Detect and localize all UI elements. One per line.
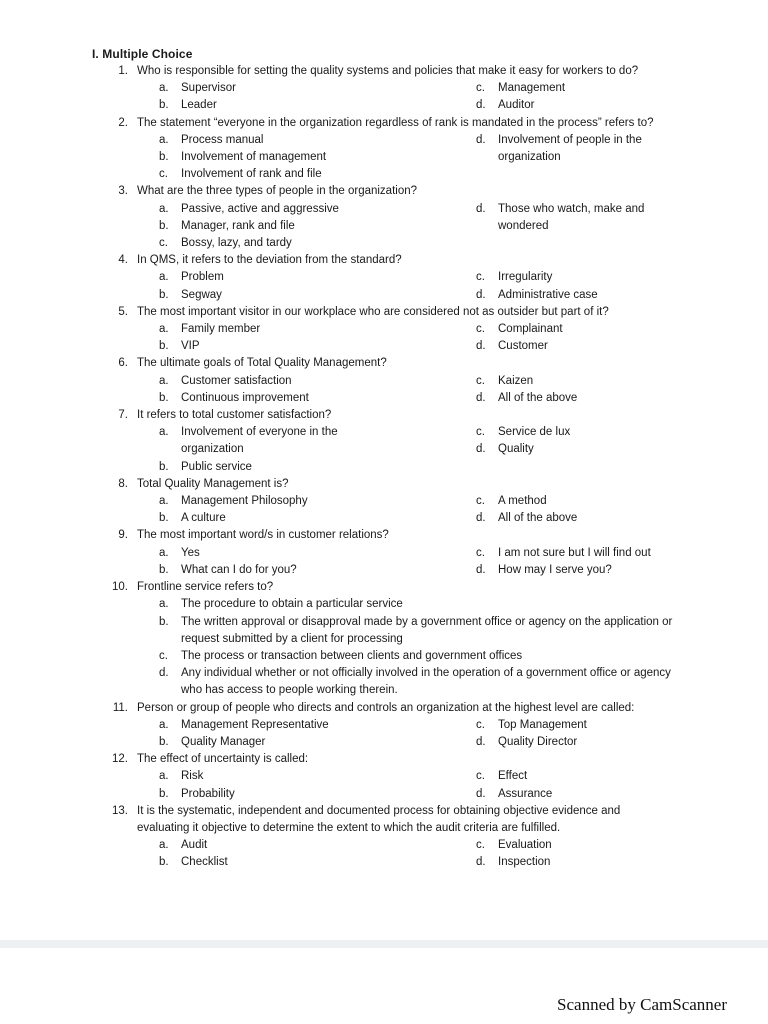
answer-option	[476, 80, 688, 97]
option-text: Involvement of people in the organization	[498, 133, 642, 164]
question-line	[0, 751, 768, 768]
option-text: Quality Director	[498, 735, 578, 748]
question-line	[0, 700, 768, 717]
question-text: The statement “everyone in the organization regardless of rank is mandated in the process” refers to?	[137, 116, 654, 129]
question-line	[0, 527, 768, 544]
answer-option	[476, 717, 688, 734]
options-grid	[159, 768, 768, 802]
options-left-column	[159, 132, 476, 184]
option-letter: c.	[159, 649, 168, 662]
answer-option	[476, 734, 688, 751]
question-number: 5.	[118, 305, 128, 318]
option-text: VIP	[181, 340, 200, 353]
question-number: 3.	[118, 185, 128, 198]
question-text: Frontline service refers to?	[137, 581, 274, 594]
option-letter: d.	[476, 443, 486, 456]
option-text: Service de lux	[498, 426, 571, 439]
option-letter: d.	[476, 133, 486, 146]
answer-option	[159, 235, 381, 252]
options-grid	[159, 717, 768, 751]
options-left-column	[159, 269, 476, 303]
option-text: Checklist	[181, 856, 228, 869]
option-letter: b.	[159, 563, 169, 576]
option-letter: d.	[476, 202, 486, 215]
question-item	[0, 304, 768, 356]
option-text: All of the above	[498, 391, 578, 404]
question-text: The ultimate goals of Total Quality Management?	[137, 357, 387, 370]
option-letter: b.	[159, 615, 169, 628]
question-text: It refers to total customer satisfaction?	[137, 409, 332, 422]
answer-option	[476, 545, 688, 562]
option-letter: c.	[159, 168, 168, 181]
question-text: The most important word/s in customer relations?	[137, 529, 389, 542]
answer-option	[476, 201, 688, 235]
question-item	[0, 476, 768, 528]
answer-option	[476, 837, 688, 854]
options-right-column	[476, 201, 706, 253]
answer-option	[476, 786, 688, 803]
question-number: 11.	[112, 701, 128, 714]
question-item	[0, 407, 768, 476]
option-letter: a.	[159, 495, 169, 508]
question-item	[0, 183, 768, 252]
option-letter: d.	[476, 512, 486, 525]
option-text: Audit	[181, 839, 208, 852]
option-letter: b.	[159, 151, 169, 164]
option-text: A culture	[181, 512, 226, 525]
answer-option	[476, 321, 688, 338]
option-text: Involvement of rank and file	[181, 168, 322, 181]
option-letter: c.	[476, 718, 485, 731]
options-right-column	[476, 132, 706, 184]
option-text: Irregularity	[498, 271, 553, 284]
option-text: I am not sure but I will find out	[498, 546, 651, 559]
answer-option	[476, 97, 688, 114]
answer-option	[159, 201, 381, 218]
answer-option	[159, 373, 381, 390]
option-text: Any individual whether or not officially involved in the operation of a government office or agency who has access to people working therein.	[181, 667, 671, 697]
option-letter: d.	[476, 340, 486, 353]
options-left-column	[159, 493, 476, 527]
answer-option	[159, 493, 381, 510]
question-number: 9.	[118, 529, 128, 542]
question-line	[0, 579, 768, 596]
option-text: Quality	[498, 443, 534, 456]
question-item	[0, 115, 768, 184]
question-text: Who is responsible for setting the quality systems and policies that make it easy for workers to do?	[137, 65, 639, 77]
answer-option	[159, 424, 381, 458]
answer-option	[159, 545, 381, 562]
option-text: Top Management	[498, 718, 587, 731]
option-letter: a.	[159, 770, 169, 783]
option-text: Involvement of management	[181, 151, 327, 164]
question-number: 1.	[118, 65, 128, 77]
section-title: I. Multiple Choice	[92, 47, 193, 61]
option-text: The written approval or disapproval made by a government office or agency on the application or request submitted by a client for processing	[181, 615, 673, 645]
option-letter: c.	[476, 770, 485, 783]
options-right-column	[476, 545, 706, 579]
options-grid	[159, 493, 768, 527]
option-letter: a.	[159, 82, 169, 95]
question-item	[0, 803, 768, 872]
option-text: Segway	[181, 288, 222, 301]
options-left-column	[159, 424, 476, 476]
option-text: The procedure to obtain a particular service	[181, 598, 403, 611]
option-letter: b.	[159, 340, 169, 353]
answer-option	[159, 854, 381, 871]
option-text: Administrative case	[498, 288, 598, 301]
option-text: Problem	[181, 271, 224, 284]
option-text: Complainant	[498, 323, 563, 336]
question-item	[0, 579, 768, 699]
answer-option	[159, 596, 679, 613]
question-text: What are the three types of people in the organization?	[137, 185, 418, 198]
answer-option	[476, 854, 688, 871]
question-number: 13.	[112, 804, 128, 817]
option-letter: b.	[159, 288, 169, 301]
answer-option	[476, 338, 688, 355]
question-number: 10.	[112, 581, 128, 594]
question-line	[0, 355, 768, 372]
option-letter: a.	[159, 718, 169, 731]
question-item	[0, 252, 768, 304]
answer-option	[476, 562, 688, 579]
answer-option	[159, 648, 679, 665]
option-letter: a.	[159, 839, 169, 852]
option-letter: d.	[476, 288, 486, 301]
option-text: Management Representative	[181, 718, 329, 731]
options-right-column	[476, 768, 706, 802]
option-text: Inspection	[498, 856, 551, 869]
answer-option	[159, 717, 381, 734]
option-letter: d.	[476, 99, 486, 112]
answer-option	[159, 97, 381, 114]
option-text: Kaizen	[498, 374, 534, 387]
option-letter: d.	[476, 856, 486, 869]
question-text: In QMS, it refers to the deviation from the standard?	[137, 254, 402, 267]
options-list	[159, 596, 679, 699]
option-letter: a.	[159, 546, 169, 559]
options-left-column	[159, 768, 476, 802]
question-text: Total Quality Management is?	[137, 477, 289, 490]
options-left-column	[159, 545, 476, 579]
option-text: All of the above	[498, 512, 578, 525]
option-letter: a.	[159, 133, 169, 146]
question-text: The effect of uncertainty is called:	[137, 753, 309, 766]
option-text: Process manual	[181, 133, 264, 146]
question-number: 6.	[118, 357, 128, 370]
answer-option	[159, 665, 679, 699]
options-right-column	[476, 321, 706, 355]
option-text: Customer	[498, 340, 548, 353]
answer-option	[159, 287, 381, 304]
option-text: Public service	[181, 460, 252, 473]
options-right-column	[476, 373, 706, 407]
options-grid	[159, 269, 768, 303]
option-text: Yes	[181, 546, 200, 559]
answer-option	[159, 269, 381, 286]
question-number: 7.	[118, 409, 128, 422]
options-left-column	[159, 201, 476, 253]
options-grid	[159, 424, 768, 476]
answer-option	[159, 562, 381, 579]
options-right-column	[476, 424, 706, 476]
answer-option	[476, 510, 688, 527]
answer-option	[476, 373, 688, 390]
option-text: Risk	[181, 770, 204, 783]
option-text: Passive, active and aggressive	[181, 202, 339, 215]
answer-option	[476, 768, 688, 785]
option-text: Manager, rank and file	[181, 219, 295, 232]
option-letter: b.	[159, 856, 169, 869]
options-grid	[159, 132, 768, 184]
answer-option	[159, 734, 381, 751]
option-text: Customer satisfaction	[181, 374, 292, 387]
answer-option	[159, 166, 381, 183]
answer-option	[159, 768, 381, 785]
options-right-column	[476, 269, 706, 303]
options-grid	[159, 201, 768, 253]
option-text: Family member	[181, 323, 261, 336]
option-letter: a.	[159, 374, 169, 387]
option-letter: c.	[476, 374, 485, 387]
options-left-column	[159, 321, 476, 355]
question-item	[0, 63, 768, 115]
question-number: 4.	[118, 254, 128, 267]
option-letter: c.	[159, 237, 168, 250]
option-letter: c.	[476, 495, 485, 508]
answer-option	[159, 786, 381, 803]
answer-option	[159, 390, 381, 407]
options-right-column	[476, 717, 706, 751]
option-letter: c.	[476, 839, 485, 852]
option-text: Evaluation	[498, 839, 552, 852]
option-text: What can I do for you?	[181, 563, 297, 576]
option-text: Quality Manager	[181, 735, 266, 748]
option-letter: b.	[159, 460, 169, 473]
option-text: Effect	[498, 770, 528, 783]
options-left-column	[159, 80, 476, 114]
option-text: Leader	[181, 99, 217, 112]
question-text: Person or group of people who directs and controls an organization at the highest level are called:	[137, 701, 635, 714]
question-number: 8.	[118, 477, 128, 490]
options-left-column	[159, 717, 476, 751]
option-letter: d.	[476, 787, 486, 800]
option-text: How may I serve you?	[498, 563, 612, 576]
options-grid	[159, 545, 768, 579]
option-text: Assurance	[498, 787, 553, 800]
answer-option	[476, 493, 688, 510]
answer-option	[476, 441, 688, 458]
option-letter: d.	[476, 391, 486, 404]
page-bottom-band	[0, 940, 768, 948]
question-number: 12.	[112, 753, 128, 766]
options-left-column	[159, 373, 476, 407]
option-letter: c.	[476, 82, 485, 95]
option-text: Management Philosophy	[181, 495, 308, 508]
question-line	[0, 803, 768, 837]
option-letter: b.	[159, 735, 169, 748]
option-letter: a.	[159, 202, 169, 215]
option-letter: a.	[159, 426, 169, 439]
option-letter: d.	[159, 667, 169, 680]
question-line	[0, 407, 768, 424]
answer-option	[159, 321, 381, 338]
option-text: Probability	[181, 787, 235, 800]
option-text: Involvement of everyone in the organization	[181, 426, 338, 456]
answer-option	[159, 149, 381, 166]
question-line	[0, 183, 768, 200]
option-letter: c.	[476, 323, 485, 336]
question-item	[0, 527, 768, 579]
question-line	[0, 252, 768, 269]
option-text: Those who watch, make and wondered	[498, 202, 645, 232]
option-letter: d.	[476, 735, 486, 748]
options-grid	[159, 80, 768, 114]
question-line	[0, 115, 768, 132]
scanner-watermark: Scanned by CamScanner	[557, 995, 727, 1014]
answer-option	[159, 132, 381, 149]
option-letter: a.	[159, 598, 169, 611]
option-letter: c.	[476, 426, 485, 439]
answer-option	[476, 269, 688, 286]
option-text: Auditor	[498, 99, 535, 112]
question-list	[0, 63, 768, 872]
answer-option	[159, 837, 381, 854]
option-letter: a.	[159, 271, 169, 284]
answer-option	[476, 132, 688, 166]
question-text: It is the systematic, independent and documented process for obtaining objective evidence and evaluating it objective to determine the extent to which the audit criteria are fulfilled.	[137, 804, 621, 834]
options-grid	[159, 837, 768, 871]
options-grid	[159, 373, 768, 407]
option-text: Continuous improvement	[181, 391, 309, 404]
option-letter: b.	[159, 391, 169, 404]
option-letter: b.	[159, 787, 169, 800]
option-text: Supervisor	[181, 82, 236, 95]
question-line	[0, 63, 768, 80]
answer-option	[476, 287, 688, 304]
question-item	[0, 751, 768, 803]
option-text: Bossy, lazy, and tardy	[181, 237, 292, 250]
answer-option	[159, 338, 381, 355]
answer-option	[159, 459, 381, 476]
options-grid	[159, 321, 768, 355]
option-letter: c.	[476, 271, 485, 284]
answer-option	[159, 510, 381, 527]
option-letter: a.	[159, 323, 169, 336]
option-letter: b.	[159, 512, 169, 525]
option-letter: c.	[476, 546, 485, 559]
question-text: The most important visitor in our workplace who are considered not as outsider but part of it?	[137, 305, 609, 318]
question-number: 2.	[118, 116, 128, 129]
options-right-column	[476, 493, 706, 527]
option-text: A method	[498, 495, 547, 508]
options-left-column	[159, 837, 476, 871]
answer-option	[159, 614, 679, 648]
question-item	[0, 700, 768, 752]
answer-option	[159, 80, 381, 97]
answer-option	[476, 424, 688, 441]
options-right-column	[476, 80, 706, 114]
question-line	[0, 476, 768, 493]
answer-option	[159, 218, 381, 235]
option-letter: b.	[159, 99, 169, 112]
option-text: Management	[498, 82, 566, 95]
answer-option	[476, 390, 688, 407]
question-item	[0, 355, 768, 407]
option-text: The process or transaction between clients and government offices	[181, 649, 523, 662]
option-letter: d.	[476, 563, 486, 576]
option-letter: b.	[159, 219, 169, 232]
question-line	[0, 304, 768, 321]
options-right-column	[476, 837, 706, 871]
